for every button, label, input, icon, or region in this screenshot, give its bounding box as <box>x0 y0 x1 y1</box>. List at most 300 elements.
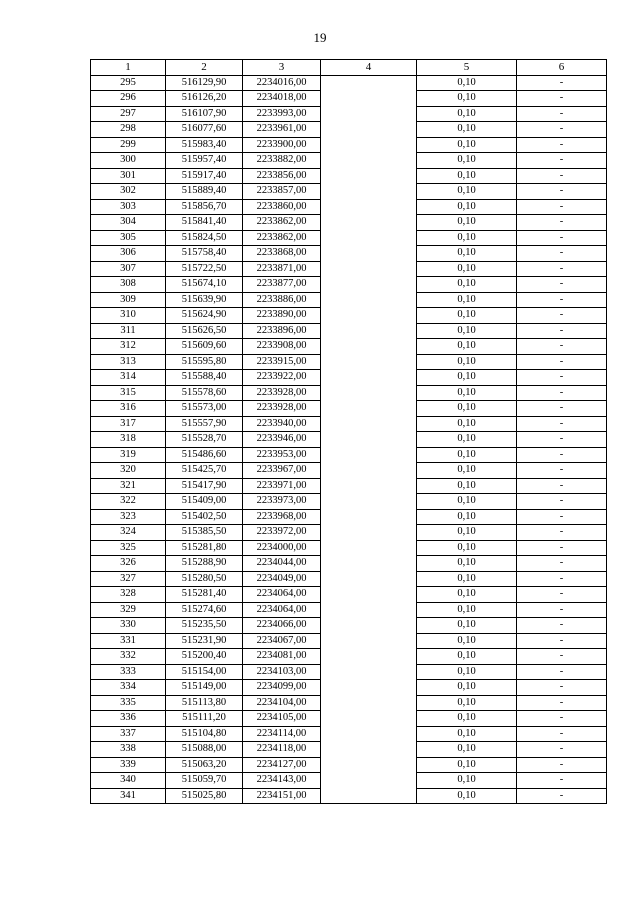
point-number: 312 <box>91 339 166 355</box>
table-row <box>91 153 607 169</box>
column-6-cell: - <box>517 215 607 231</box>
y-coordinate: 2234081,00 <box>243 649 321 665</box>
accuracy-value: 0,10 <box>417 478 517 494</box>
column-4-cell <box>321 447 417 463</box>
point-number: 300 <box>91 153 166 169</box>
column-4-cell <box>321 370 417 386</box>
column-4-cell <box>321 478 417 494</box>
accuracy-value: 0,10 <box>417 339 517 355</box>
table-row <box>91 788 607 804</box>
column-6-cell: - <box>517 788 607 804</box>
x-coordinate: 515425,70 <box>166 463 243 479</box>
x-coordinate: 515573,00 <box>166 401 243 417</box>
point-number: 315 <box>91 385 166 401</box>
accuracy-value: 0,10 <box>417 137 517 153</box>
x-coordinate: 515154,00 <box>166 664 243 680</box>
column-6-cell: - <box>517 633 607 649</box>
column-4-cell <box>321 711 417 727</box>
y-coordinate: 2234064,00 <box>243 602 321 618</box>
column-4-cell <box>321 401 417 417</box>
table-row <box>91 354 607 370</box>
table-row <box>91 401 607 417</box>
point-number: 341 <box>91 788 166 804</box>
table-row <box>91 618 607 634</box>
y-coordinate: 2233971,00 <box>243 478 321 494</box>
accuracy-value: 0,10 <box>417 385 517 401</box>
x-coordinate: 515231,90 <box>166 633 243 649</box>
table-row <box>91 571 607 587</box>
column-4-cell <box>321 277 417 293</box>
column-4-cell <box>321 757 417 773</box>
y-coordinate: 2234114,00 <box>243 726 321 742</box>
table-row <box>91 711 607 727</box>
accuracy-value: 0,10 <box>417 91 517 107</box>
table-row <box>91 106 607 122</box>
point-number: 303 <box>91 199 166 215</box>
x-coordinate: 516126,20 <box>166 91 243 107</box>
accuracy-value: 0,10 <box>417 370 517 386</box>
x-coordinate: 515104,80 <box>166 726 243 742</box>
accuracy-value: 0,10 <box>417 757 517 773</box>
point-number: 324 <box>91 525 166 541</box>
column-6-cell: - <box>517 401 607 417</box>
point-number: 298 <box>91 122 166 138</box>
y-coordinate: 2233882,00 <box>243 153 321 169</box>
y-coordinate: 2233900,00 <box>243 137 321 153</box>
accuracy-value: 0,10 <box>417 773 517 789</box>
point-number: 299 <box>91 137 166 153</box>
x-coordinate: 515595,80 <box>166 354 243 370</box>
column-4-cell <box>321 215 417 231</box>
accuracy-value: 0,10 <box>417 633 517 649</box>
column-6-cell: - <box>517 664 607 680</box>
point-number: 301 <box>91 168 166 184</box>
table-row <box>91 137 607 153</box>
point-number: 302 <box>91 184 166 200</box>
table-row <box>91 525 607 541</box>
point-number: 336 <box>91 711 166 727</box>
table-row <box>91 494 607 510</box>
y-coordinate: 2233871,00 <box>243 261 321 277</box>
column-6-cell: - <box>517 277 607 293</box>
column-4-cell <box>321 432 417 448</box>
table-row <box>91 230 607 246</box>
column-6-cell: - <box>517 602 607 618</box>
point-number: 297 <box>91 106 166 122</box>
accuracy-value: 0,10 <box>417 525 517 541</box>
column-header: 6 <box>517 60 607 76</box>
y-coordinate: 2234064,00 <box>243 587 321 603</box>
accuracy-value: 0,10 <box>417 401 517 417</box>
column-6-cell: - <box>517 75 607 91</box>
column-4-cell <box>321 292 417 308</box>
column-4-cell <box>321 726 417 742</box>
y-coordinate: 2233856,00 <box>243 168 321 184</box>
column-6-cell: - <box>517 773 607 789</box>
column-6-cell: - <box>517 726 607 742</box>
point-number: 304 <box>91 215 166 231</box>
x-coordinate: 515722,50 <box>166 261 243 277</box>
table-row <box>91 556 607 572</box>
point-number: 296 <box>91 91 166 107</box>
accuracy-value: 0,10 <box>417 602 517 618</box>
y-coordinate: 2233890,00 <box>243 308 321 324</box>
point-number: 339 <box>91 757 166 773</box>
column-6-cell: - <box>517 571 607 587</box>
x-coordinate: 515274,60 <box>166 602 243 618</box>
x-coordinate: 515578,60 <box>166 385 243 401</box>
column-4-cell <box>321 571 417 587</box>
column-6-cell: - <box>517 91 607 107</box>
y-coordinate: 2233862,00 <box>243 230 321 246</box>
x-coordinate: 515841,40 <box>166 215 243 231</box>
x-coordinate: 515624,90 <box>166 308 243 324</box>
column-6-cell: - <box>517 261 607 277</box>
column-4-cell <box>321 199 417 215</box>
table-row <box>91 246 607 262</box>
column-4-cell <box>321 509 417 525</box>
accuracy-value: 0,10 <box>417 509 517 525</box>
table-row <box>91 308 607 324</box>
table-row <box>91 292 607 308</box>
column-6-cell: - <box>517 385 607 401</box>
column-6-cell: - <box>517 339 607 355</box>
x-coordinate: 515281,40 <box>166 587 243 603</box>
column-4-cell <box>321 525 417 541</box>
x-coordinate: 515824,50 <box>166 230 243 246</box>
x-coordinate: 515557,90 <box>166 416 243 432</box>
column-6-cell: - <box>517 509 607 525</box>
table-row <box>91 184 607 200</box>
column-4-cell <box>321 695 417 711</box>
accuracy-value: 0,10 <box>417 587 517 603</box>
column-4-cell <box>321 385 417 401</box>
accuracy-value: 0,10 <box>417 75 517 91</box>
table-row <box>91 726 607 742</box>
point-number: 338 <box>91 742 166 758</box>
point-number: 329 <box>91 602 166 618</box>
y-coordinate: 2233857,00 <box>243 184 321 200</box>
column-4-cell <box>321 354 417 370</box>
accuracy-value: 0,10 <box>417 246 517 262</box>
accuracy-value: 0,10 <box>417 199 517 215</box>
column-6-cell: - <box>517 199 607 215</box>
column-4-cell <box>321 230 417 246</box>
point-number: 309 <box>91 292 166 308</box>
x-coordinate: 515528,70 <box>166 432 243 448</box>
column-4-cell <box>321 168 417 184</box>
point-number: 305 <box>91 230 166 246</box>
column-6-cell: - <box>517 432 607 448</box>
column-4-cell <box>321 680 417 696</box>
table-row <box>91 447 607 463</box>
column-4-cell <box>321 773 417 789</box>
accuracy-value: 0,10 <box>417 664 517 680</box>
y-coordinate: 2234067,00 <box>243 633 321 649</box>
y-coordinate: 2233922,00 <box>243 370 321 386</box>
y-coordinate: 2233973,00 <box>243 494 321 510</box>
column-6-cell: - <box>517 246 607 262</box>
table-row <box>91 261 607 277</box>
y-coordinate: 2234049,00 <box>243 571 321 587</box>
accuracy-value: 0,10 <box>417 168 517 184</box>
table-header-row <box>91 60 607 76</box>
table-row <box>91 215 607 231</box>
x-coordinate: 515111,20 <box>166 711 243 727</box>
x-coordinate: 515025,80 <box>166 788 243 804</box>
y-coordinate: 2234044,00 <box>243 556 321 572</box>
x-coordinate: 515113,80 <box>166 695 243 711</box>
accuracy-value: 0,10 <box>417 680 517 696</box>
column-6-cell: - <box>517 649 607 665</box>
x-coordinate: 515063,20 <box>166 757 243 773</box>
y-coordinate: 2234099,00 <box>243 680 321 696</box>
point-number: 328 <box>91 587 166 603</box>
point-number: 308 <box>91 277 166 293</box>
x-coordinate: 515609,60 <box>166 339 243 355</box>
x-coordinate: 515889,40 <box>166 184 243 200</box>
column-4-cell <box>321 618 417 634</box>
y-coordinate: 2233940,00 <box>243 416 321 432</box>
x-coordinate: 515409,00 <box>166 494 243 510</box>
y-coordinate: 2234143,00 <box>243 773 321 789</box>
x-coordinate: 515957,40 <box>166 153 243 169</box>
accuracy-value: 0,10 <box>417 354 517 370</box>
y-coordinate: 2233877,00 <box>243 277 321 293</box>
column-header: 2 <box>166 60 243 76</box>
y-coordinate: 2233886,00 <box>243 292 321 308</box>
table-row <box>91 323 607 339</box>
table-row <box>91 773 607 789</box>
point-number: 335 <box>91 695 166 711</box>
x-coordinate: 515200,40 <box>166 649 243 665</box>
table-row <box>91 370 607 386</box>
point-number: 320 <box>91 463 166 479</box>
y-coordinate: 2233908,00 <box>243 339 321 355</box>
point-number: 319 <box>91 447 166 463</box>
accuracy-value: 0,10 <box>417 649 517 665</box>
x-coordinate: 515674,10 <box>166 277 243 293</box>
accuracy-value: 0,10 <box>417 494 517 510</box>
accuracy-value: 0,10 <box>417 230 517 246</box>
x-coordinate: 515758,40 <box>166 246 243 262</box>
table-row <box>91 91 607 107</box>
accuracy-value: 0,10 <box>417 184 517 200</box>
accuracy-value: 0,10 <box>417 695 517 711</box>
x-coordinate: 515059,70 <box>166 773 243 789</box>
point-number: 333 <box>91 664 166 680</box>
accuracy-value: 0,10 <box>417 122 517 138</box>
column-4-cell <box>321 153 417 169</box>
column-6-cell: - <box>517 757 607 773</box>
column-4-cell <box>321 339 417 355</box>
point-number: 311 <box>91 323 166 339</box>
column-6-cell: - <box>517 137 607 153</box>
accuracy-value: 0,10 <box>417 463 517 479</box>
table-row <box>91 633 607 649</box>
column-4-cell <box>321 633 417 649</box>
table-row <box>91 587 607 603</box>
accuracy-value: 0,10 <box>417 106 517 122</box>
point-number: 317 <box>91 416 166 432</box>
accuracy-value: 0,10 <box>417 726 517 742</box>
column-6-cell: - <box>517 153 607 169</box>
column-4-cell <box>321 308 417 324</box>
x-coordinate: 515402,50 <box>166 509 243 525</box>
table-row <box>91 540 607 556</box>
y-coordinate: 2233968,00 <box>243 509 321 525</box>
x-coordinate: 515917,40 <box>166 168 243 184</box>
column-header: 1 <box>91 60 166 76</box>
table-row <box>91 695 607 711</box>
point-number: 332 <box>91 649 166 665</box>
point-number: 316 <box>91 401 166 417</box>
table-row <box>91 385 607 401</box>
point-number: 331 <box>91 633 166 649</box>
column-6-cell: - <box>517 478 607 494</box>
table-row <box>91 75 607 91</box>
column-4-cell <box>321 261 417 277</box>
x-coordinate: 516107,90 <box>166 106 243 122</box>
x-coordinate: 515385,50 <box>166 525 243 541</box>
column-6-cell: - <box>517 463 607 479</box>
column-6-cell: - <box>517 695 607 711</box>
x-coordinate: 516129,90 <box>166 75 243 91</box>
accuracy-value: 0,10 <box>417 153 517 169</box>
accuracy-value: 0,10 <box>417 788 517 804</box>
column-4-cell <box>321 91 417 107</box>
table-row <box>91 339 607 355</box>
point-number: 318 <box>91 432 166 448</box>
column-4-cell <box>321 463 417 479</box>
y-coordinate: 2233953,00 <box>243 447 321 463</box>
column-6-cell: - <box>517 587 607 603</box>
accuracy-value: 0,10 <box>417 540 517 556</box>
column-6-cell: - <box>517 354 607 370</box>
point-number: 334 <box>91 680 166 696</box>
y-coordinate: 2233961,00 <box>243 122 321 138</box>
accuracy-value: 0,10 <box>417 447 517 463</box>
x-coordinate: 516077,60 <box>166 122 243 138</box>
point-number: 295 <box>91 75 166 91</box>
table-row <box>91 649 607 665</box>
accuracy-value: 0,10 <box>417 711 517 727</box>
column-6-cell: - <box>517 540 607 556</box>
x-coordinate: 515149,00 <box>166 680 243 696</box>
column-6-cell: - <box>517 122 607 138</box>
y-coordinate: 2234151,00 <box>243 788 321 804</box>
column-4-cell <box>321 137 417 153</box>
table-row <box>91 680 607 696</box>
column-6-cell: - <box>517 370 607 386</box>
column-6-cell: - <box>517 494 607 510</box>
x-coordinate: 515486,60 <box>166 447 243 463</box>
point-number: 325 <box>91 540 166 556</box>
column-4-cell <box>321 122 417 138</box>
x-coordinate: 515856,70 <box>166 199 243 215</box>
y-coordinate: 2233862,00 <box>243 215 321 231</box>
column-4-cell <box>321 106 417 122</box>
x-coordinate: 515281,80 <box>166 540 243 556</box>
column-4-cell <box>321 556 417 572</box>
column-header: 4 <box>321 60 417 76</box>
y-coordinate: 2234018,00 <box>243 91 321 107</box>
y-coordinate: 2233868,00 <box>243 246 321 262</box>
table-body <box>91 75 607 804</box>
column-6-cell: - <box>517 711 607 727</box>
y-coordinate: 2233993,00 <box>243 106 321 122</box>
accuracy-value: 0,10 <box>417 618 517 634</box>
point-number: 314 <box>91 370 166 386</box>
point-number: 307 <box>91 261 166 277</box>
column-4-cell <box>321 416 417 432</box>
column-4-cell <box>321 540 417 556</box>
table-row <box>91 463 607 479</box>
accuracy-value: 0,10 <box>417 277 517 293</box>
accuracy-value: 0,10 <box>417 432 517 448</box>
point-number: 323 <box>91 509 166 525</box>
column-6-cell: - <box>517 168 607 184</box>
column-4-cell <box>321 184 417 200</box>
y-coordinate: 2234016,00 <box>243 75 321 91</box>
column-4-cell <box>321 742 417 758</box>
y-coordinate: 2233946,00 <box>243 432 321 448</box>
point-number: 313 <box>91 354 166 370</box>
column-6-cell: - <box>517 416 607 432</box>
point-number: 326 <box>91 556 166 572</box>
column-4-cell <box>321 75 417 91</box>
y-coordinate: 2233972,00 <box>243 525 321 541</box>
table-row <box>91 742 607 758</box>
column-4-cell <box>321 323 417 339</box>
accuracy-value: 0,10 <box>417 215 517 231</box>
accuracy-value: 0,10 <box>417 261 517 277</box>
point-number: 322 <box>91 494 166 510</box>
point-number: 340 <box>91 773 166 789</box>
y-coordinate: 2234118,00 <box>243 742 321 758</box>
x-coordinate: 515417,90 <box>166 478 243 494</box>
column-4-cell <box>321 664 417 680</box>
column-6-cell: - <box>517 447 607 463</box>
point-number: 330 <box>91 618 166 634</box>
y-coordinate: 2234000,00 <box>243 540 321 556</box>
y-coordinate: 2234066,00 <box>243 618 321 634</box>
y-coordinate: 2233967,00 <box>243 463 321 479</box>
page-number: 19 <box>313 30 327 45</box>
accuracy-value: 0,10 <box>417 323 517 339</box>
table-row <box>91 416 607 432</box>
point-number: 321 <box>91 478 166 494</box>
column-4-cell <box>321 602 417 618</box>
accuracy-value: 0,10 <box>417 416 517 432</box>
accuracy-value: 0,10 <box>417 308 517 324</box>
column-4-cell <box>321 587 417 603</box>
column-header: 5 <box>417 60 517 76</box>
y-coordinate: 2234105,00 <box>243 711 321 727</box>
table-row <box>91 168 607 184</box>
column-4-cell <box>321 649 417 665</box>
table-row <box>91 602 607 618</box>
point-number: 327 <box>91 571 166 587</box>
column-6-cell: - <box>517 525 607 541</box>
table-row <box>91 509 607 525</box>
column-6-cell: - <box>517 292 607 308</box>
accuracy-value: 0,10 <box>417 556 517 572</box>
table-row <box>91 478 607 494</box>
table-row <box>91 199 607 215</box>
x-coordinate: 515288,90 <box>166 556 243 572</box>
y-coordinate: 2234127,00 <box>243 757 321 773</box>
